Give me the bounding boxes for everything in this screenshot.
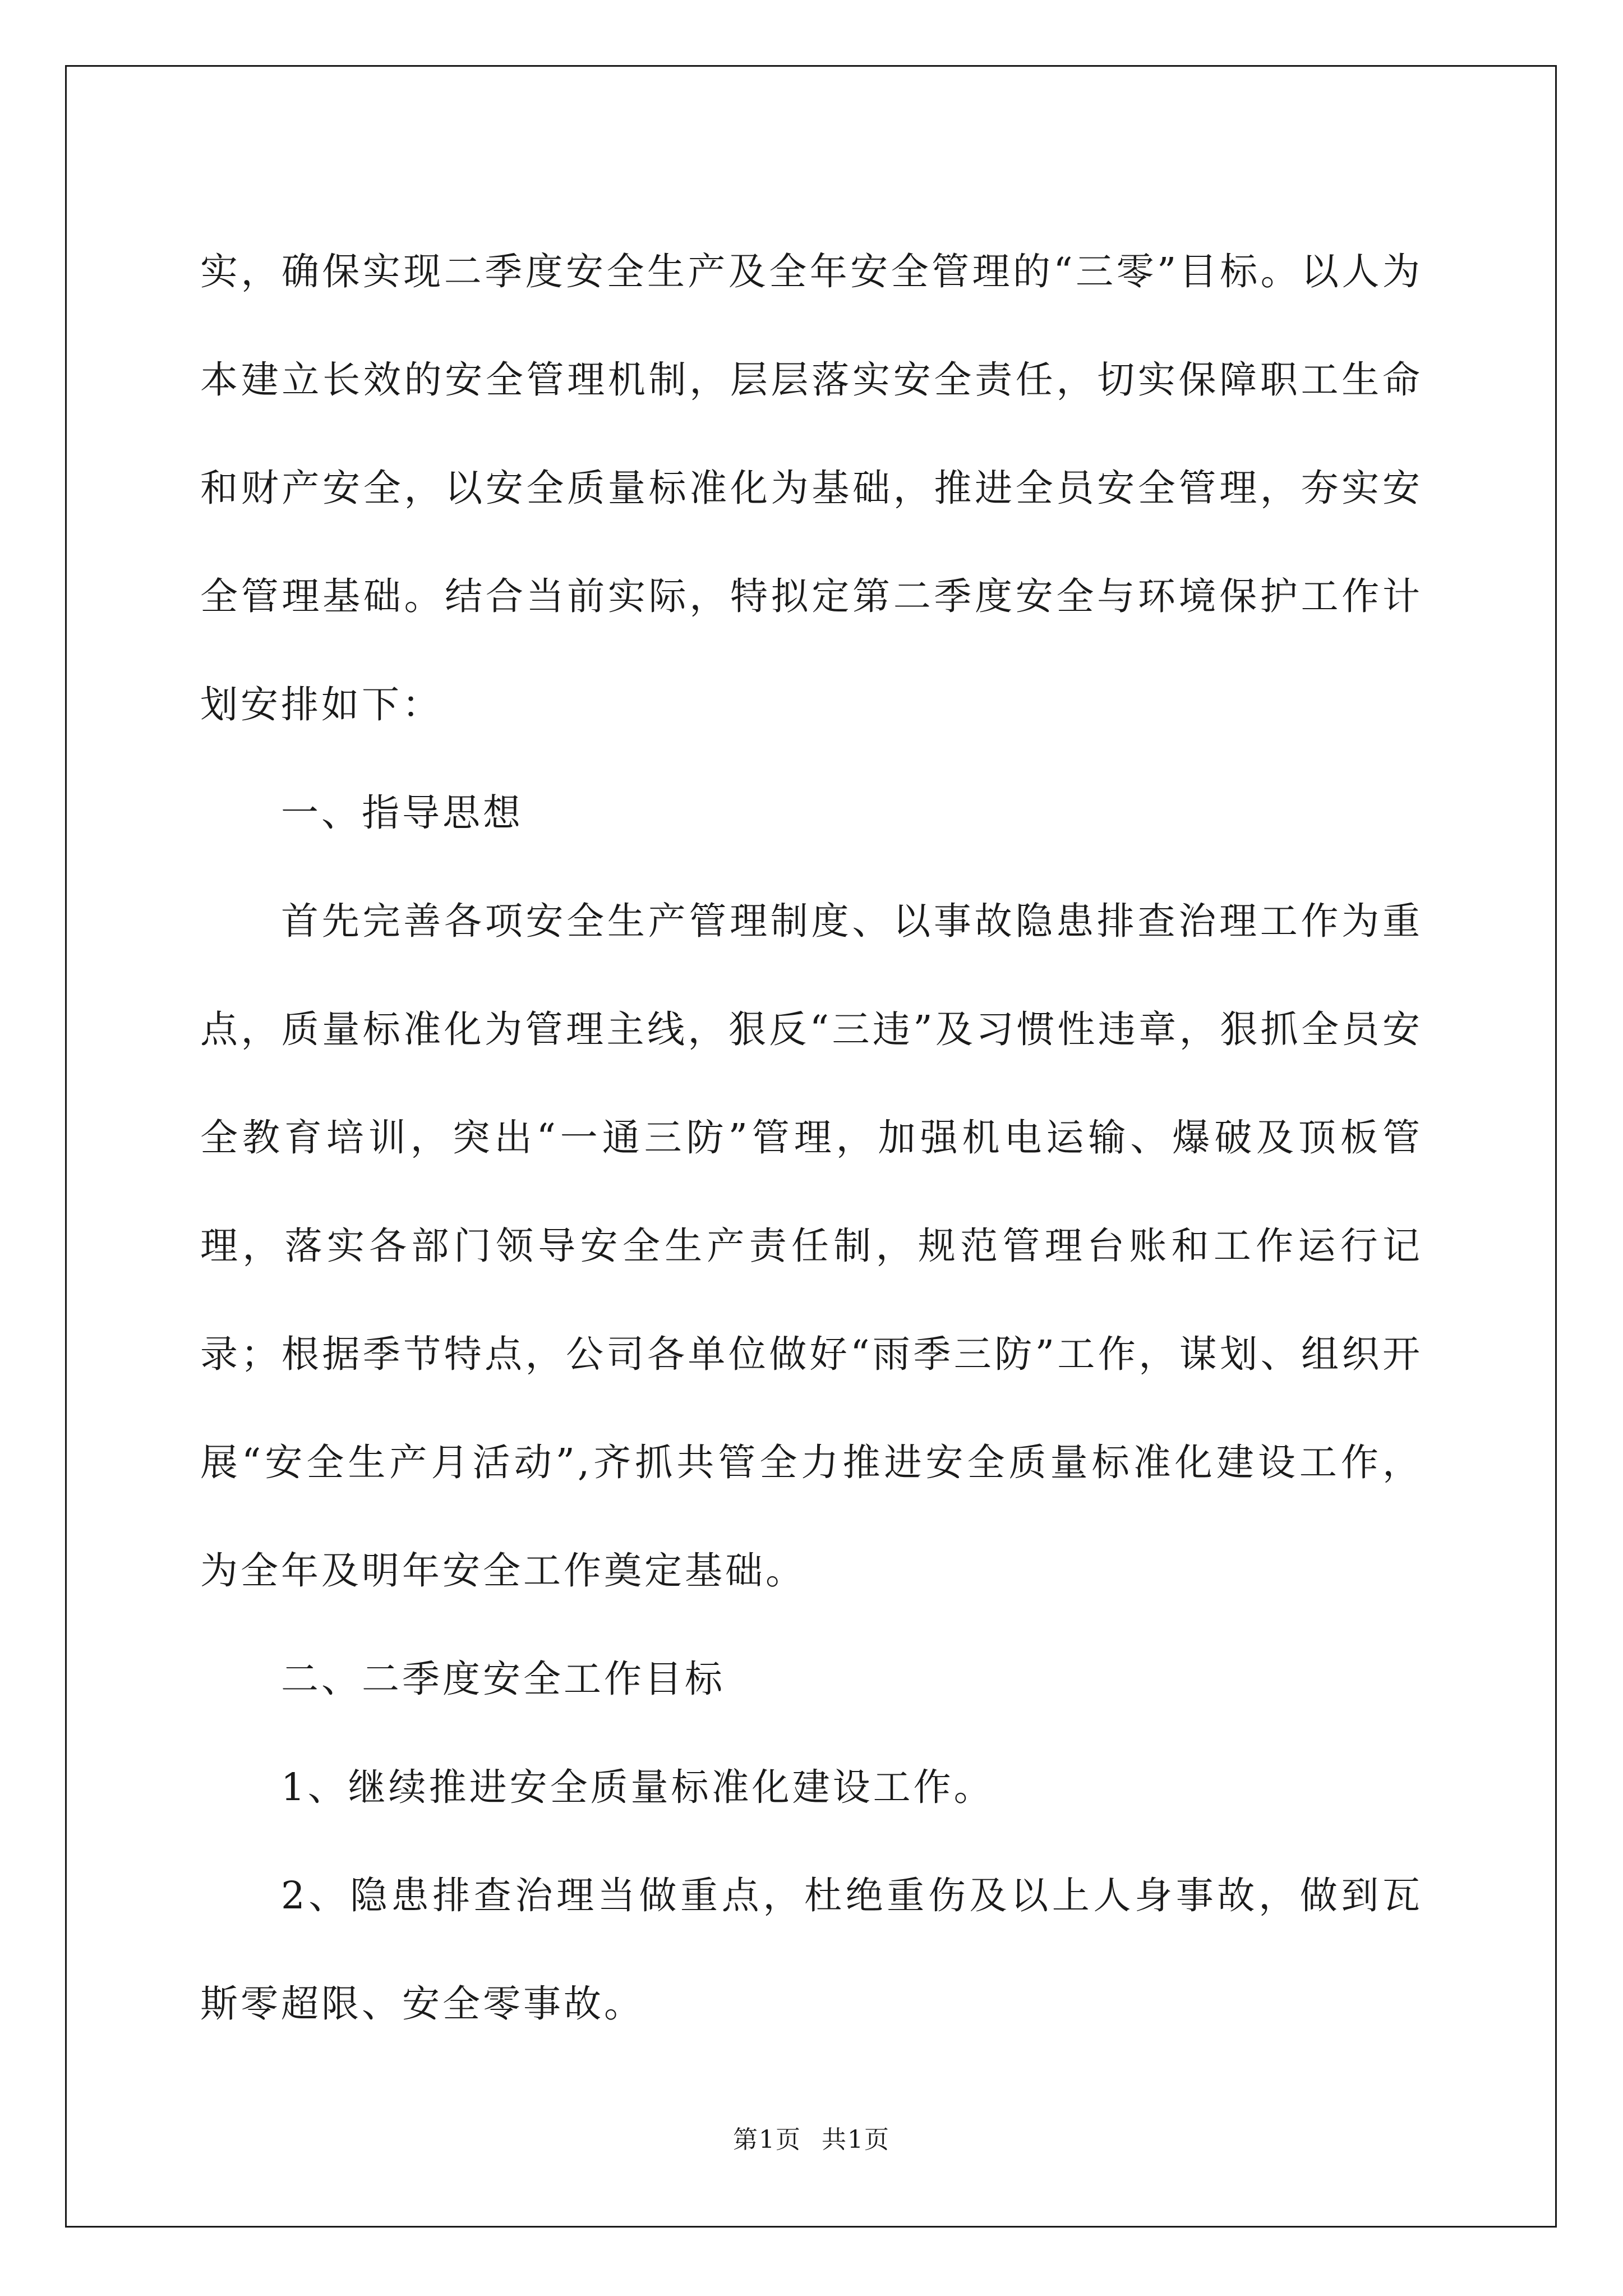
page-number-total: 共1页 bbox=[822, 2125, 890, 2154]
goal-item-2: 2、隐患排查治理当做重点，杜绝重伤及以上人身事故，做到瓦斯零超限、安全零事故。 bbox=[200, 1874, 1423, 2026]
document-body bbox=[200, 218, 1423, 2058]
goal-item-1: 1、继续推进安全质量标准化建设工作。 bbox=[281, 1765, 994, 1809]
heading-guiding-ideology: 一、指导思想 bbox=[281, 791, 523, 835]
paragraph-intro: 实，确保实现二季度安全生产及全年安全管理的“三零”目标。以人为本建立长效的安全管理机制，层层落实安全责任，切实保障职工生命和财产安全，以安全质量标准化为基础，推进全员安全管理，夯实安全管理基础。结合当前实际，特拟定第二季度安全与环境保护工作计划安排如下： bbox=[200, 250, 1423, 726]
heading-quarter-goals: 二、二季度安全工作目标 bbox=[281, 1657, 725, 1701]
page-footer bbox=[0, 2123, 1623, 2157]
page-number-current: 第1页 bbox=[733, 2125, 801, 2154]
paragraph-guiding-ideology: 首先完善各项安全生产管理制度、以事故隐患排查治理工作为重点，质量标准化为管理主线，狠反“三违”及习惯性违章，狠抓全员安全教育培训，突出“一通三防”管理，加强机电运输、爆破及顶板管理，落实各部门领导安全生产责任制，规范管理台账和工作运行记录；根据季节特点，公司各单位做好“雨季三防”工作，谋划、组织开展“安全生产月活动”,齐抓共管全力推进安全质量标准化建设工作，为全年及明年安全工作奠定基础。 bbox=[200, 899, 1423, 1593]
